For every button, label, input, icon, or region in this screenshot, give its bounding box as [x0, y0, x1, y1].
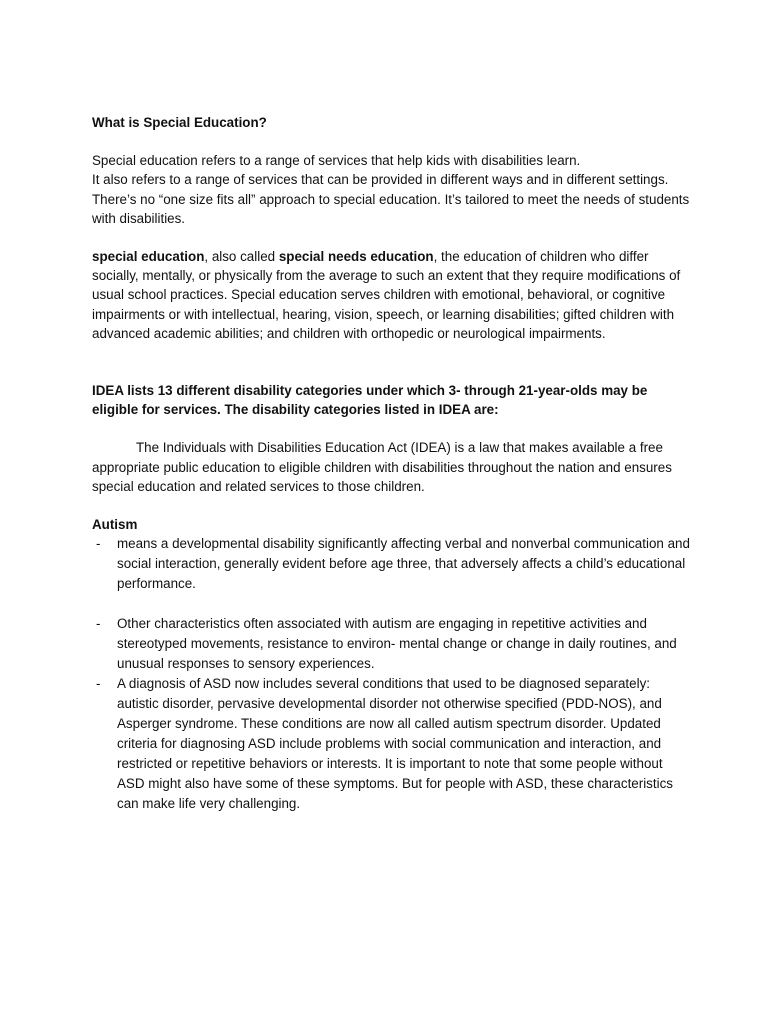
list-item-text: A diagnosis of ASD now includes several conditions that used to be diagnosed separately: autistic disorder, pervasive developmental disorder not otherwise specified (PDD-NOS), and Asperger syndrome. These conditions are now all called autism spectrum disorder. Updated criteria for diagnosing ASD include problems with social communication and interaction, and restricted or repetitive behaviors or interests. It is important to note that some people without ASD might also have some of these symptoms. But for people with ASD, these characteristics can make life very challenging.: [117, 676, 673, 812]
definition-alt-term: special needs education: [278, 249, 434, 265]
definition-term: special education: [92, 249, 205, 265]
intro-line-1: Special education refers to a range of services that help kids with disabilities learn.: [92, 153, 581, 169]
definition-paragraph: [92, 247, 692, 343]
list-item-text: Other characteristics often associated with autism are engaging in repetitive activities and stereotyped movements, resistance to environ- mental change or change in daily routines, and unusual responses to sensory experiences.: [117, 616, 677, 672]
list-bullet: -: [96, 676, 101, 692]
list-item: [92, 614, 692, 674]
list-bullet: -: [96, 536, 101, 552]
spacer: [92, 419, 692, 438]
intro-line-2: It also refers to a range of services that can be provided in different ways and in different settings. There’s no “one size fits all” approach to special education. It’s tailored to meet the needs of students with disabilities.: [92, 172, 690, 226]
page-title: What is Special Education?: [92, 115, 267, 130]
document-body: [92, 113, 692, 814]
definition-body: , the education of children who differ socially, mentally, or physically from the average to such an extent that they require modifications of usual school practices. Special education serves children with emotional, behavioral, or cognitive impairments or with intellectual, hearing, vision, speech, or learning disabilities; gifted children with advanced academic abilities; and children with orthopedic or neurological impairments.: [92, 249, 681, 341]
spacer: [92, 228, 692, 247]
spacer: [92, 132, 692, 151]
idea-paragraph: The Individuals with Disabilities Education Act (IDEA) is a law that makes available a free appropriate public education to eligible children with disabilities throughout the nation and ensures special education and related services to those children.: [92, 440, 672, 494]
definition-connector: , also called: [204, 249, 279, 265]
list-item: [92, 534, 692, 594]
autism-heading: Autism: [92, 517, 138, 533]
list-bullet: -: [96, 616, 101, 632]
autism-list: [92, 534, 692, 814]
spacer: [92, 496, 692, 515]
list-item: [92, 674, 692, 814]
idea-heading: IDEA lists 13 different disability categories under which 3- through 21-year-olds may be eligible for services. The disability categories listed in IDEA are:: [92, 383, 648, 418]
list-item-text: means a developmental disability significantly affecting verbal and nonverbal communication and social interaction, generally evident before age three, that adversely affects a child’s educational performance.: [117, 536, 690, 592]
spacer: [92, 343, 692, 381]
